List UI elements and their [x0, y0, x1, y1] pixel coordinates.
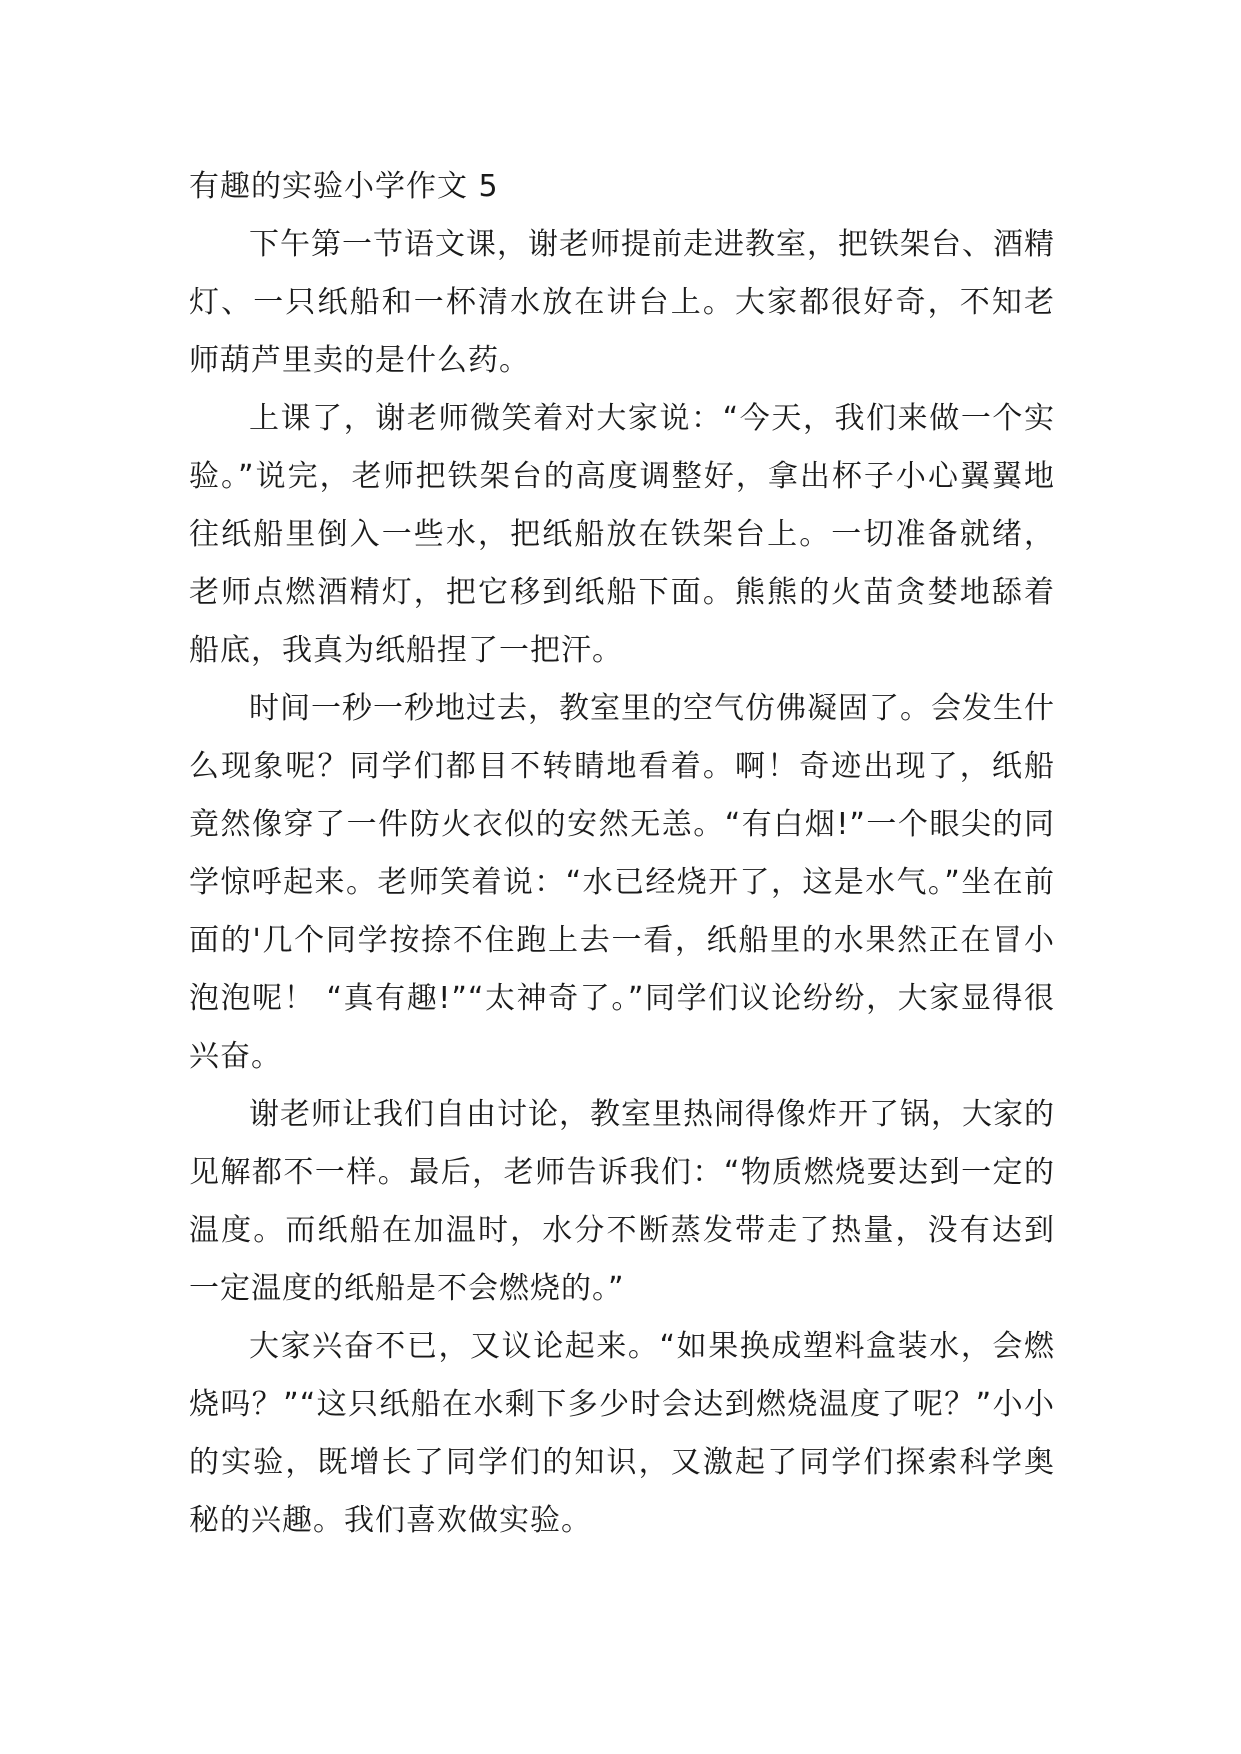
paragraph-4: 谢老师让我们自由讨论，教室里热闹得像炸开了锅，大家的见解都不一样。最后，老师告诉我们：“物质燃烧要达到一定的温度。而纸船在加温时，水分不断蒸发带走了热量，没有达到一定温度的纸船是不会燃烧的。” [189, 1097, 1055, 1306]
document-body [189, 158, 1055, 1550]
document-title: 有趣的实验小学作文 5 [189, 169, 499, 204]
paragraph-2: 上课了，谢老师微笑着对大家说：“今天，我们来做一个实验。”说完，老师把铁架台的高度调整好，拿出杯子小心翼翼地往纸船里倒入一些水，把纸船放在铁架台上。一切准备就绪，老师点燃酒精灯，把它移到纸船下面。熊熊的火苗贪婪地舔着船底，我真为纸船捏了一把汗。 [189, 401, 1055, 668]
paragraph-5: 大家兴奋不已，又议论起来。“如果换成塑料盒装水，会燃烧吗？”“这只纸船在水剩下多少时会达到燃烧温度了呢？”小小的实验，既增长了同学们的知识，又激起了同学们探索科学奥秘的兴趣。我们喜欢做实验。 [189, 1329, 1055, 1538]
paragraph-3: 时间一秒一秒地过去，教室里的空气仿佛凝固了。会发生什么现象呢？同学们都目不转睛地看着。啊！奇迹出现了，纸船竟然像穿了一件防火衣似的安然无恙。“有白烟!”一个眼尖的同学惊呼起来。老师笑着说：“水已经烧开了，这是水气。”坐在前面的'几个同学按捺不住跑上去一看，纸船里的水果然正在冒小泡泡呢！ “真有趣!”“太神奇了。”同学们议论纷纷，大家显得很兴奋。 [189, 691, 1055, 1074]
paragraph-1: 下午第一节语文课，谢老师提前走进教室，把铁架台、酒精灯、一只纸船和一杯清水放在讲台上。大家都很好奇，不知老师葫芦里卖的是什么药。 [189, 227, 1055, 378]
